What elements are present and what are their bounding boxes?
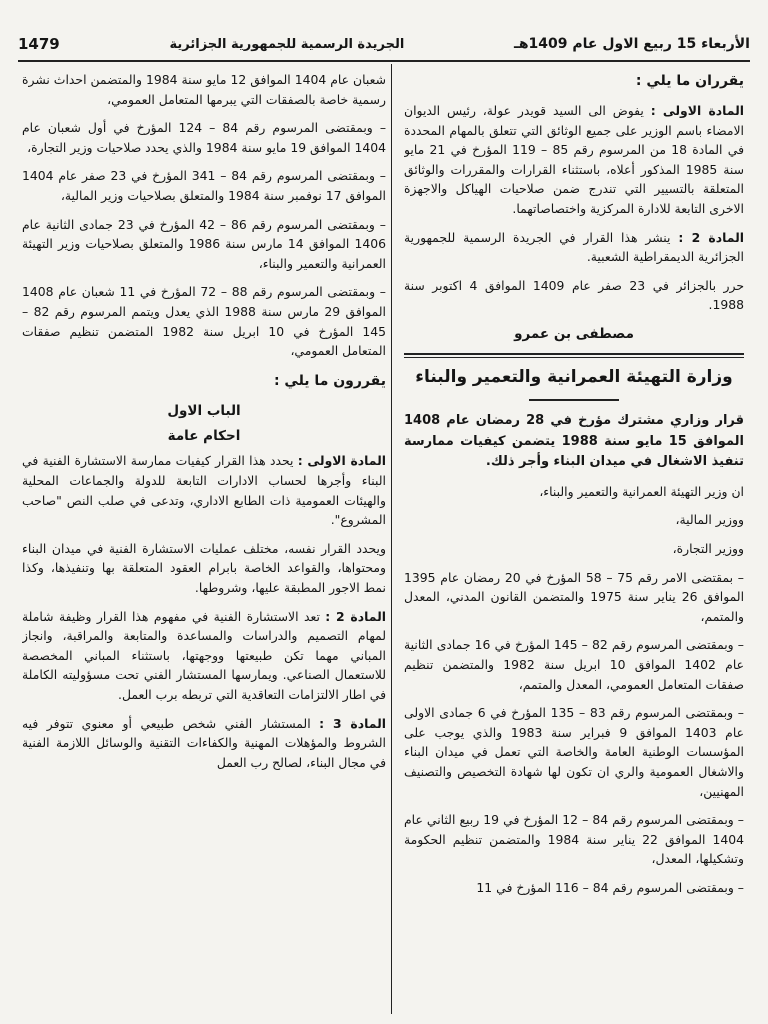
chapter-heading: الباب الاول [167,402,241,419]
title-underline [529,399,619,401]
l-article-3-label: المادة 3 : [319,715,386,731]
section-rule [404,353,744,358]
l-article-1-para-2: ويحدد القرار نفسه، مختلف عمليات الاستشارة الفنية في ميدان البناء ومحتواها، والقواعد الخاصة بابرام العقود المتعلقة بها وتنفيذها، وكذا نمط الاجور المطبقة عليها، وشروطها. [22,540,386,596]
column-divider [391,64,392,1014]
signatory: مصطفى بن عمرو [514,326,634,343]
page-header [18,28,750,62]
left-column [22,70,386,1014]
gazette-title: الجريدة الرسمية للجمهورية الجزائرية [169,36,405,52]
article-2-text: ينشر هذا القرار في الجريدة الرسمية للجمهورية الجزائرية الديمقراطية الشعبية. [404,229,744,265]
article-1-label: المادة الاولى : [650,103,744,119]
l-article-3 [22,714,386,773]
article-2 [404,228,744,267]
l-article-1 [22,451,386,529]
visa-4: – وبمقتضى المرسوم رقم 84 – 12 المؤرخ في 19 ربيع الثاني عام 1404 الموافق 22 يناير سنة 1984 والمتضمن تنظيم الحكومة وتشكيلها، المعدل، [404,812,744,867]
page-number: 1479 [18,35,60,53]
continued-visa: شعبان عام 1404 الموافق 12 مايو سنة 1984 والمتضمن احداث نشرة رسمية خاصة بالصفقات التي يبرمها المتعامل العمومي، [22,72,386,107]
l-article-1-label: المادة الاولى : [297,453,386,469]
l-article-2-text: تعد الاستشارة الفنية في مفهوم هذا القرار وظيفة شاملة لمهام التصميم والدراسات والمساعدة والمتابعة والمراقبة، وانجاز المباني مهما تكن طبيعتها ووجهتها، باستثناء المباني المخصصة للاستعمال الصناعي. ويمارسها المستشار الفني تحت مسؤوليته الكاملة في اطار الالتزامات التعاقدية التي تربطه برب العمل. [22,608,386,703]
chapter-title: احكام عامة [167,428,241,445]
l-article-3-text: المستشار الفني شخص طبيعي أو معنوي تتوفر فيه الشروط والمؤهلات المهنية والكفاءات التقنية والوسائل اللازمة الفنية في مجال البناء، لصالح رب العمل [22,715,386,770]
minister-2: ووزير المالية، [675,512,744,528]
visa-5: – وبمقتضى المرسوم رقم 84 – 116 المؤرخ في 11 [476,879,744,895]
article-2-label: المادة 2 : [678,229,744,245]
done-at: حرر بالجزائر في 23 صفر عام 1409 الموافق 4 اكتوبر سنة 1988. [404,277,744,313]
visa-9: – وبمقتضى المرسوم رقم 88 – 72 المؤرخ في 11 شعبان عام 1408 الموافق 29 مارس سنة 1988 الذي يعدل ويتمم المرسوم رقم 82 – 145 المؤرخ في 10 ابريل سنة 1982 المتضمن تنظيم صفقات المتعامل العمومي، [22,284,386,359]
visa-8: – وبمقتضى المرسوم رقم 86 – 42 المؤرخ في 23 جمادى الثانية عام 1406 الموافق 14 مارس سنة 1986 والمتعلق بصلاحيات وزير التهيئة العمرانية والتعمير والبناء، [22,216,386,271]
visa-6: – وبمقتضى المرسوم رقم 84 – 124 المؤرخ في أول شعبان عام 1404 الموافق 19 مايو سنة 1984 والذي يحدد صلاحيات وزير التجارة، [22,120,386,155]
issue-date: الأربعاء 15 ربيع الاول عام 1409هـ [514,36,750,52]
visa-3: – وبمقتضى المرسوم رقم 83 – 135 المؤرخ في 6 جمادى الاولى عام 1403 الموافق 9 فبراير سنة 1983 والذي يوجب على المؤسسات الوطنية العامة والخاصة التي تعمل في ميدان البناء والاشغال العمومية والري ان تكون لها شهادة التخصيص والتصنيف المهنيين، [404,705,744,799]
decree-title: قرار وزاري مشترك مؤرخ في 28 رمضان عام 1408 الموافق 15 مايو سنة 1988 يتضمن كيفيات ممارسة تنفيذ الاشغال في ميدان البناء وأجر ذلك. [404,413,744,470]
decide-heading: يقرران ما يلي : [635,73,744,89]
decide-heading-2: يقررون ما يلي : [273,372,386,389]
ministry-title: وزارة التهيئة العمرانية والتعمير والبناء [415,367,733,388]
minister-1: ان وزير التهيئة العمرانية والتعمير والبناء، [539,483,744,499]
visa-7: – وبمقتضى المرسوم رقم 84 – 341 المؤرخ في 23 صفر عام 1404 الموافق 17 نوفمبر سنة 1984 والمتعلق بصلاحيات وزير المالية، [22,168,386,203]
visa-2: – وبمقتضى المرسوم رقم 82 – 145 المؤرخ في 16 جمادى الثانية عام 1402 الموافق 10 ابريل سنة 1982 والمتضمن تنظيم صفقات المتعامل العمومي، المعدل والمتمم، [404,637,744,692]
article-1 [404,101,744,219]
l-article-2-label: المادة 2 : [325,608,386,624]
l-article-2 [22,607,386,705]
article-1-text: يفوض الى السيد قويدر عولة، رئيس الديوان الامضاء باسم الوزير على جميع الوثائق التي تتعلق بالمهام المحددة في المادة 18 من المرسوم رقم 85 – 119 المؤرخ في 21 مايو سنة 1985 المذكور أعلاه، باستثناء القرارات والمقررات والوثائق المتعلقة بالتسيير التي تندرج ضمن صلاحيات الهياكل والاجهزة الاخرى التابعة للادارة المركزية واختصاصاتهما. [404,103,744,217]
l-article-1-text: يحدد هذا القرار كيفيات ممارسة الاستشارة الفنية في البناء وأجرها لحساب الادارات التابعة للدولة والجماعات المحلية والهيئات العمومية ذات الطابع الاداري، وتدعى في صلب النص "صاحب المشروع". [22,453,386,528]
right-column [404,70,744,1014]
minister-3: ووزير التجارة، [672,541,744,557]
visa-1: – بمقتضى الامر رقم 75 – 58 المؤرخ في 20 رمضان عام 1395 الموافق 26 يناير سنة 1975 والمتضمن القانون المدني، المعدل والمتمم، [404,569,744,624]
